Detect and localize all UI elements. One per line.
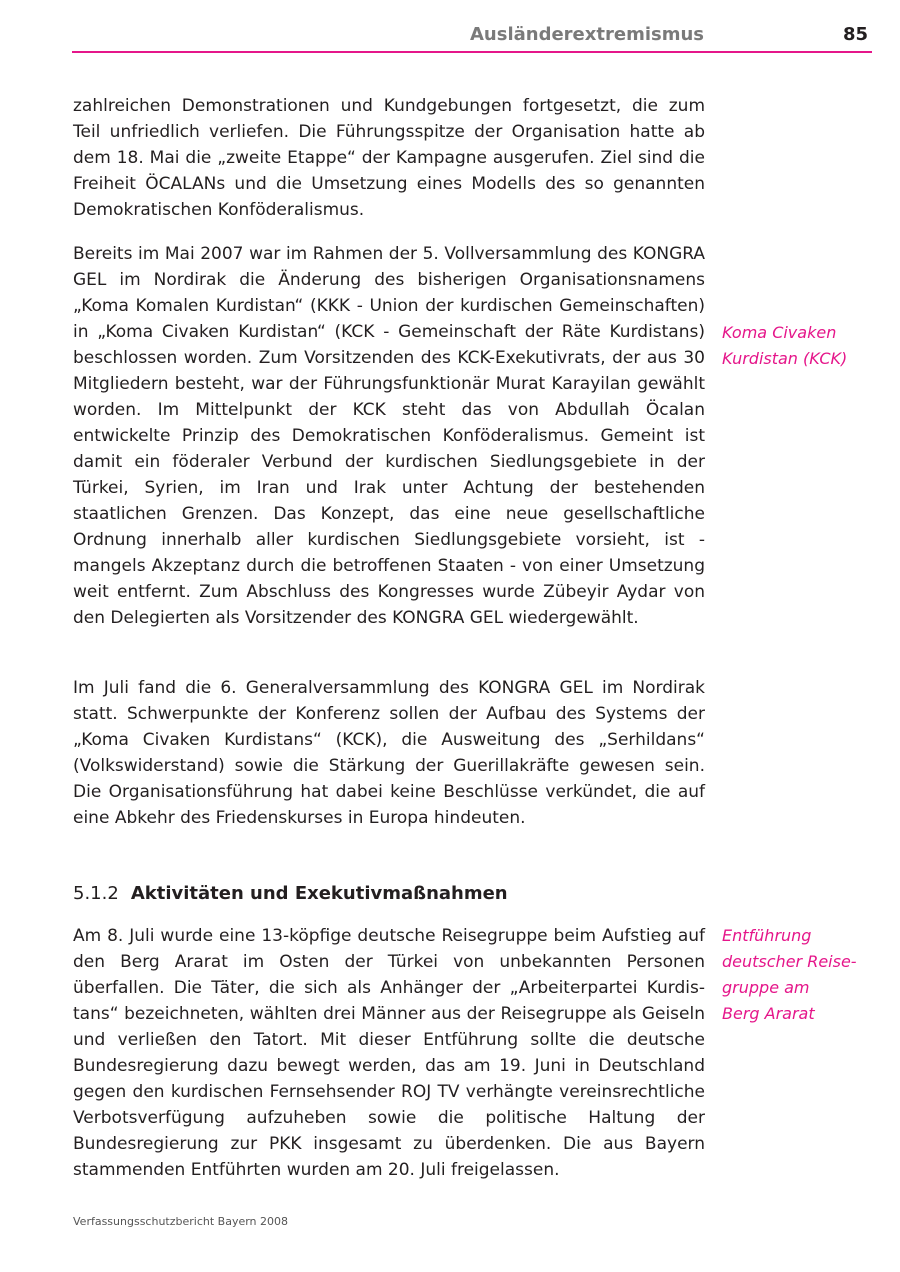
header-rule: [72, 51, 872, 53]
page-footer: Verfassungsschutzbericht Bayern 2008: [73, 1215, 289, 1228]
margin-note-kck-line-2: Kurdistan (KCK): [722, 349, 848, 368]
margin-note-kck-line-1: Koma Civaken: [722, 323, 837, 342]
margin-note-entfuehrung: [722, 923, 872, 1027]
paragraph-1: [73, 93, 705, 223]
paragraph-2: [73, 241, 705, 631]
page-number: 85: [842, 24, 868, 45]
paragraph-1-text: zahlreichen Demonstrationen und Kundgebungen fortgesetzt, die zum Teil unfriedlich verliefen. Die Führungsspitze der Organisation hatte ab dem 18. Mai die „zweite Etappe“ der Kampagne ausgerufen. Ziel sind die Freiheit ÖCALANs und die Umsetzung eines Modells des so genannten Demokratischen Konföderalismus.: [73, 96, 705, 220]
margin-note-entfuehrung-line-3: gruppe am: [722, 978, 810, 997]
margin-note-kck: [722, 320, 872, 372]
paragraph-2-text: Bereits im Mai 2007 war im Rahmen der 5. Vollversammlung des KONGRA GEL im Nordirak die Änderung des bisherigen Organisationsnamens „Koma Komalen Kurdistan“ (KKK - Union der kurdischen Gemeinschaften) in „Koma Civaken Kurdistan“ (KCK - Gemeinschaft der Räte Kurdistans) beschlossen worden. Zum Vorsitzenden des KCK-Exekutivrats, der aus 30 Mitgliedern besteht, war der Führungsfunktionär Murat Karayilan gewählt worden. Im Mittelpunkt der KCK steht das von Abdullah Öcalan entwickelte Prinzip des Demokratischen Konföderalismus. Gemeint ist damit ein föderaler Verbund der kurdischen Siedlungsgebiete in der Türkei, Syrien, im Iran und Irak unter Achtung der bestehenden staatlichen Grenzen. Das Konzept, das eine neue gesellschaftliche Ordnung innerhalb aller kurdischen Siedlungsgebiete vorsieht, ist - mangels Akzeptanz durch die betroffenen Staaten - von einer Umsetzung weit entfernt. Zum Abschluss des Kongresses wurde Zübeyir Aydar von den Delegierten als Vorsitzender des KONGRA GEL wiedergewählt.: [73, 244, 705, 628]
paragraph-4: [73, 923, 705, 1183]
margin-note-entfuehrung-line-2: deutscher Reise-: [722, 952, 857, 971]
paragraph-3-text: Im Juli fand die 6. Generalversammlung des KONGRA GEL im Nordirak statt. Schwerpunkte der Konferenz sollen der Aufbau des Systems der „Koma Civaken Kurdistans“ (KCK), die Ausweitung des „Serhildans“ (Volkswiderstand) sowie die Stärkung der Guerillakräfte gewesen sein. Die Organisationsführung hat dabei keine Beschlüsse verkündet, die auf eine Abkehr des Friedenskurses in Europa hindeuten.: [73, 678, 705, 828]
section-title: Aktivitäten und Exekutivmaßnahmen: [130, 883, 508, 904]
paragraph-3: [73, 675, 705, 831]
margin-note-entfuehrung-line-1: Entführung: [722, 926, 812, 945]
margin-note-entfuehrung-line-4: Berg Ararat: [722, 1004, 815, 1023]
paragraph-4-text: Am 8. Juli wurde eine 13-köpfige deutsche Reisegruppe beim Aufstieg auf den Berg Ararat im Osten der Türkei von unbekannten Personen überfallen. Die Täter, die sich als Anhänger der „Arbeiterpartei Kurdistans“ bezeichneten, wählten drei Männer aus der Reisegruppe als Geiseln und verließen den Tatort. Mit dieser Entführung sollte die deutsche Bundesregierung dazu bewegt werden, das am 19. Juni in Deutschland gegen den kurdischen Fernsehsender ROJ TV verhängte vereinsrechtliche Verbotsverfügung aufzuheben sowie die politische Haltung der Bundesregierung zur PKK insgesamt zu überdenken. Die aus Bayern stammenden Entführten wurden am 20. Juli freigelassen.: [73, 926, 705, 1180]
running-header-title: Ausländerextremismus: [470, 24, 704, 45]
section-heading: [73, 880, 508, 908]
section-number: 5.1.2: [73, 883, 119, 904]
